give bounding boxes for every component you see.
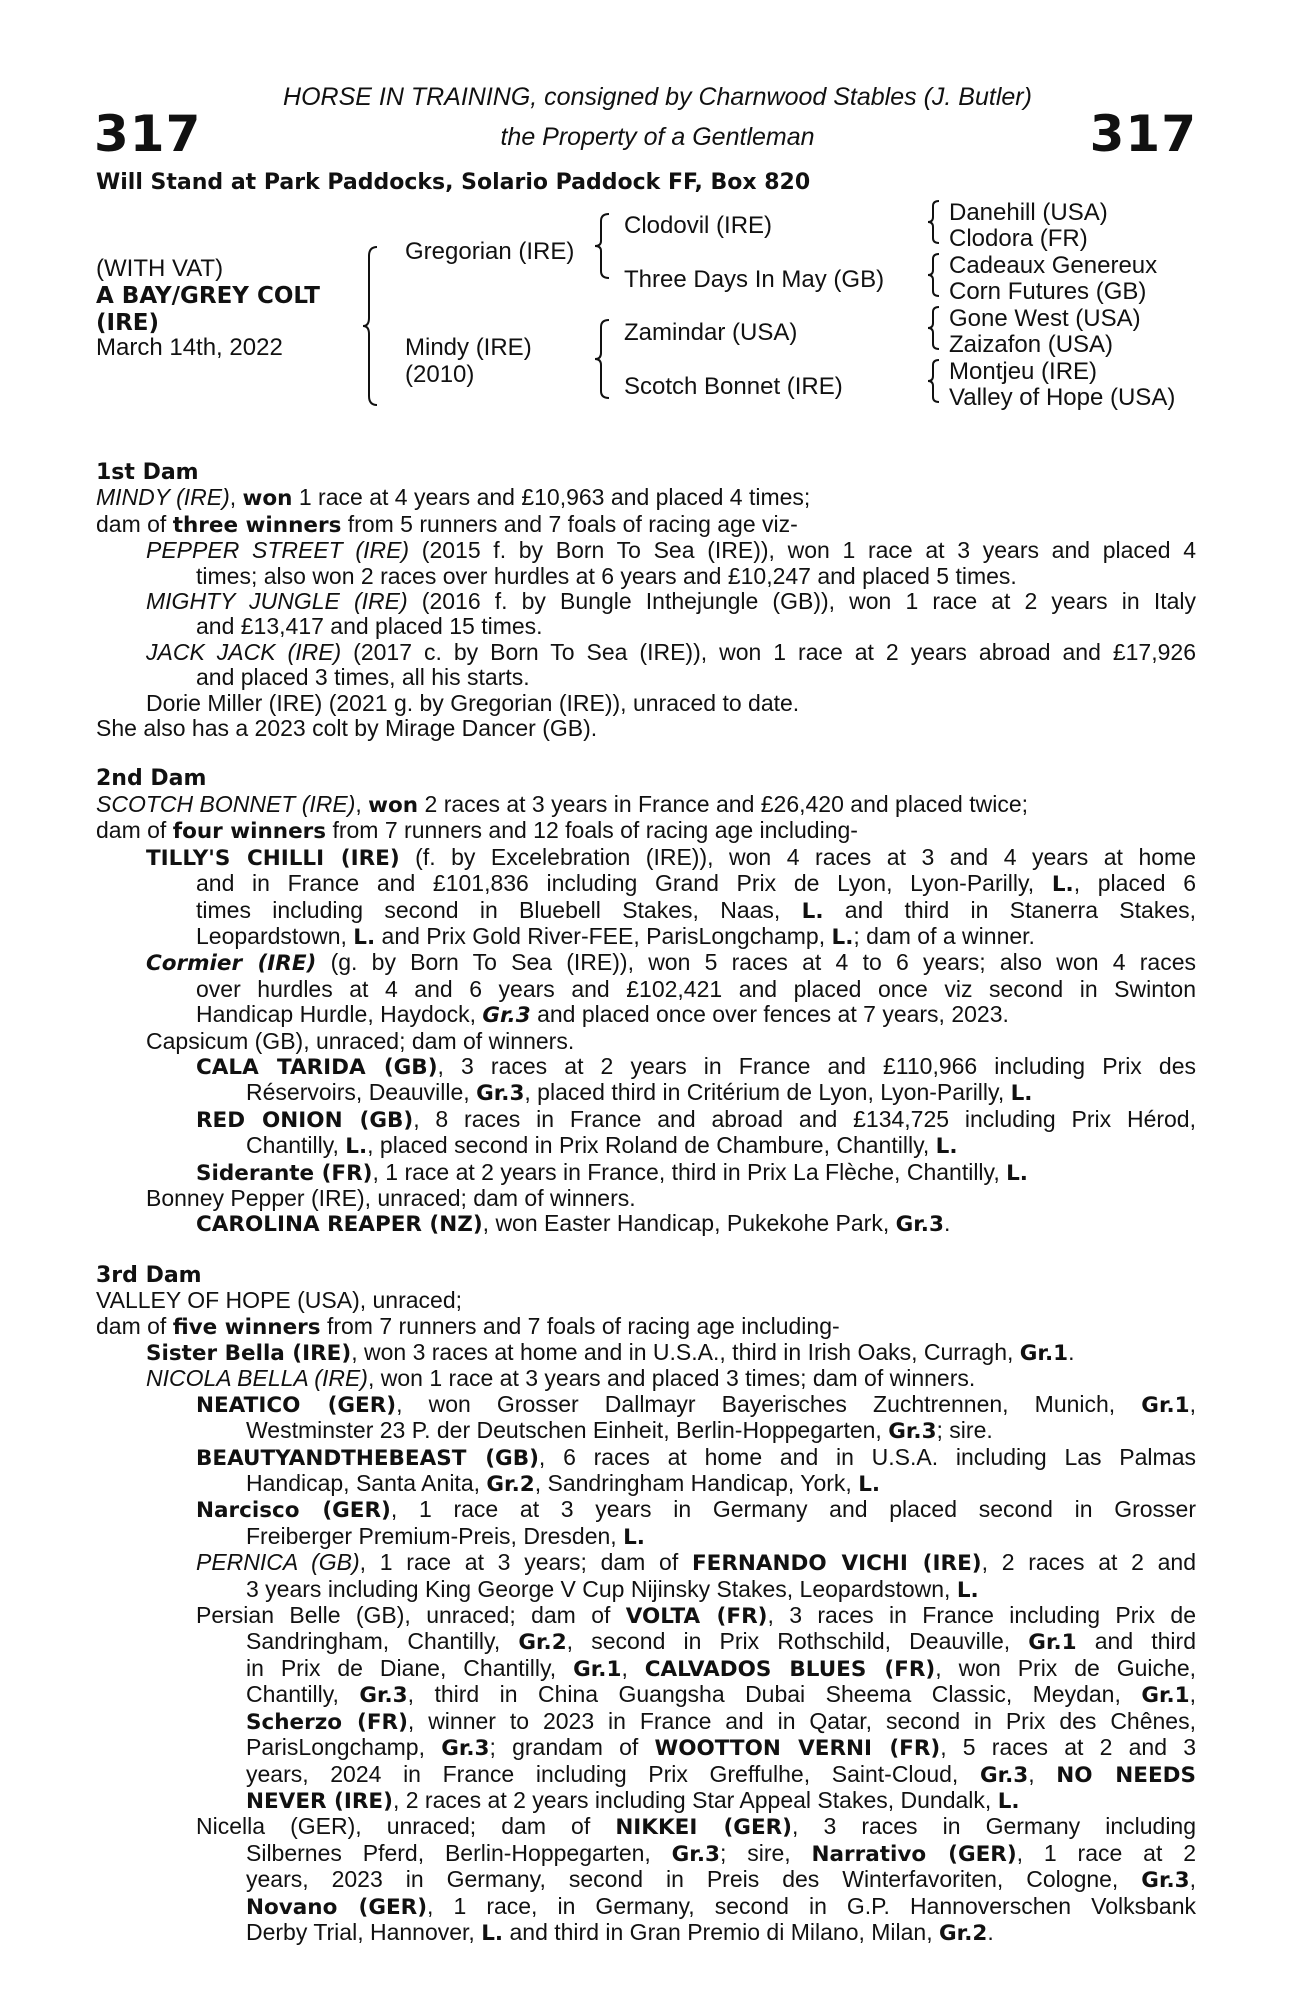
winner-text: Gr.1	[1028, 1630, 1077, 1656]
record-text: Silbernes Pferd, Berlin-Hoppegarten,	[246, 1839, 672, 1866]
record-line	[96, 845, 1196, 871]
record-line	[96, 1550, 1196, 1576]
record-text: SCOTCH BONNET (IRE)	[96, 790, 356, 817]
record-line	[96, 691, 1196, 716]
dam-section	[96, 766, 1196, 1237]
winner-text: CAROLINA REAPER (NZ)	[196, 1212, 483, 1238]
record-line	[96, 871, 1196, 897]
record-line	[96, 1186, 1196, 1211]
record-line	[96, 1497, 1196, 1523]
record-line	[96, 1418, 1196, 1444]
record-text: ,	[229, 484, 243, 511]
record-text: Handicap, Santa Anita,	[246, 1470, 487, 1497]
record-text: (2017 c. by Born To Sea (IRE)), won 1 race at 2 years abroad and £17,926	[341, 638, 1196, 665]
winner-text: Novano (GER)	[246, 1894, 428, 1920]
record-text: 2 races at 3 years in France and £26,420 and placed twice;	[418, 790, 1028, 817]
record-line	[96, 1894, 1196, 1920]
record-line	[96, 1920, 1196, 1946]
record-text: and in France and £101,836 including Grand Prix de Lyon, Lyon-Parilly,	[196, 870, 1052, 897]
record-line	[96, 1709, 1196, 1735]
record-text: and placed once over fences at 7 years, 2023.	[530, 1001, 1009, 1028]
winner-text: NO NEEDS	[1056, 1762, 1196, 1788]
winner-text: Gr.3	[671, 1841, 720, 1867]
record-text: ,	[621, 1654, 645, 1681]
record-line	[96, 1656, 1196, 1682]
pedigree-bracket-sire	[597, 213, 617, 279]
record-line	[96, 1107, 1196, 1133]
great-grandparent: Cadeaux Genereux	[949, 252, 1158, 279]
record-line	[96, 977, 1196, 1002]
record-text: , 1 race at 3 years; dam of	[359, 1549, 692, 1576]
record-text: Réservoirs, Deauville,	[246, 1079, 477, 1106]
record-text: and third in Stanerra Stakes,	[823, 896, 1196, 923]
winner-text: Gr.3	[441, 1736, 490, 1762]
lot-number-left: 317	[94, 105, 202, 163]
winner-text: three winners	[172, 512, 342, 538]
winner-text: L.	[997, 1788, 1020, 1814]
sire-sire: Clodovil (IRE)	[624, 212, 773, 239]
record-text: Capsicum (GB), unraced; dam of winners.	[146, 1027, 575, 1054]
record-line	[96, 1392, 1196, 1418]
record-text: times including second in Bluebell Stakes, Naas,	[196, 896, 802, 923]
record-text: , won Grosser Dallmayr Bayerisches Zuchtrennen, Munich,	[396, 1390, 1142, 1417]
record-text: years, 2023 in Germany, second in Preis des Winterfavoriten, Cologne,	[246, 1866, 1142, 1893]
record-text: 1 race at 4 years and £10,963 and placed 4 times;	[292, 484, 811, 511]
record-text: dam of	[96, 1312, 173, 1339]
property-line: the Property of a Gentleman	[500, 123, 815, 151]
record-text: She also has a 2023 colt by Mirage Dancer (GB).	[96, 715, 598, 742]
record-text: dam of	[96, 510, 173, 537]
winner-text: CALA TARIDA (GB)	[196, 1054, 438, 1080]
pedigree-bracket-g2	[929, 253, 945, 297]
winner-text: L.	[481, 1920, 504, 1946]
great-grandparent: Corn Futures (GB)	[949, 278, 1147, 305]
record-text: , 3 races in France including Prix de	[767, 1602, 1196, 1629]
record-text: ,	[1028, 1760, 1057, 1787]
dam-section	[96, 1263, 1196, 1947]
great-grandparent: Clodora (FR)	[949, 225, 1088, 252]
record-text: (g. by Born To Sea (IRE)), won 5 races at 4 to 6 years; also won 4 races	[316, 949, 1196, 976]
record-text: , won 1 race at 3 years and placed 3 times; dam of winners.	[367, 1365, 976, 1392]
record-text: in Prix de Diane, Chantilly,	[246, 1654, 574, 1681]
record-text: , 3 races at 2 years in France and £110,966 including Prix des	[437, 1052, 1196, 1079]
record-line	[96, 1841, 1196, 1867]
record-line	[96, 792, 1196, 818]
dam-name: Mindy (IRE)	[405, 334, 532, 361]
record-line	[96, 1735, 1196, 1761]
winner-text: VOLTA (FR)	[625, 1604, 768, 1630]
record-line	[96, 538, 1196, 563]
record-text: from 7 runners and 7 foals of racing age including-	[320, 1312, 840, 1339]
dam-year: (2010)	[405, 361, 475, 388]
record-line	[96, 614, 1196, 639]
record-text: Bonney Pepper (IRE), unraced; dam of winners.	[146, 1184, 636, 1211]
winner-text: L.	[831, 924, 854, 950]
winner-text: NEVER (IRE)	[246, 1788, 393, 1814]
record-line	[96, 716, 1196, 741]
winner-text: won	[368, 792, 419, 818]
winner-text: Gr.1	[573, 1656, 622, 1682]
winner-text: WOOTTON VERNI (FR)	[654, 1736, 941, 1762]
record-line	[96, 1002, 1196, 1028]
vat-note: (WITH VAT)	[96, 255, 224, 282]
winner-text: FERNANDO VICHI (IRE)	[691, 1551, 982, 1577]
winner-text: L.	[1051, 872, 1074, 898]
record-text: , second in Prix Rothschild, Deauville,	[566, 1628, 1029, 1655]
record-text: .	[987, 1918, 994, 1945]
record-text: , winner to 2023 in France and in Qatar, second in Prix des Chênes,	[407, 1707, 1196, 1734]
winner-text: four winners	[172, 819, 327, 845]
record-line	[96, 1080, 1196, 1106]
record-text: , Sandringham Handicap, York,	[534, 1470, 859, 1497]
record-line	[96, 1682, 1196, 1708]
horse-description: A BAY/GREY COLT	[96, 283, 320, 309]
record-text: dam of	[96, 817, 173, 844]
great-grandparent: Gone West (USA)	[949, 305, 1141, 332]
record-text: Westminster 23 P. der Deutschen Einheit, Berlin-Hoppegarten,	[246, 1417, 889, 1444]
record-text: NICOLA BELLA (IRE)	[146, 1365, 368, 1392]
record-line	[96, 950, 1196, 976]
winner-text: NEATICO (GER)	[196, 1392, 397, 1418]
record-text: and third	[1076, 1628, 1196, 1655]
record-text: , placed 6	[1073, 870, 1196, 897]
record-text: ; dam of a winner.	[853, 922, 1035, 949]
record-text: MINDY (IRE)	[96, 484, 230, 511]
record-text: , 1 race, in Germany, second in G.P. Hannoverschen Volksbank	[427, 1892, 1196, 1919]
winner-text: CALVADOS BLUES (FR)	[644, 1656, 936, 1682]
record-text: and Prix Gold River-FEE, ParisLongchamp,	[375, 922, 832, 949]
great-grandparent: Montjeu (IRE)	[949, 358, 1098, 385]
record-text: ; sire,	[719, 1839, 812, 1866]
record-line	[96, 1762, 1196, 1788]
winner-text: Gr.3	[895, 1212, 944, 1238]
record-text: 3 years including King George V Cup Nijinsky Stakes, Leopardstown,	[246, 1575, 957, 1602]
record-text: , 1 race at 3 years in Germany and placed second in Grosser	[390, 1496, 1196, 1523]
record-text: Chantilly,	[246, 1132, 346, 1159]
winner-text: Scherzo (FR)	[246, 1709, 408, 1735]
winner-text: L.	[935, 1134, 958, 1160]
winner-text: Narcisco (GER)	[196, 1498, 391, 1524]
record-text: .	[1068, 1339, 1075, 1365]
record-text: ; grandam of	[489, 1734, 655, 1761]
record-text: Derby Trial, Hannover,	[246, 1918, 482, 1945]
record-text: ,	[1189, 1681, 1197, 1708]
record-text: (f. by Excelebration (IRE)), won 4 races at 3 and 4 years at home	[399, 843, 1196, 870]
winner-text: Cormier (IRE)	[146, 951, 317, 977]
winner-text: five winners	[172, 1314, 321, 1340]
record-line	[96, 1788, 1196, 1814]
record-text: , placed third in Critérium de Lyon, Lyon-Parilly,	[524, 1079, 1011, 1106]
record-line	[96, 1867, 1196, 1893]
great-grandparent: Danehill (USA)	[949, 199, 1108, 226]
record-text: years, 2024 in France including Prix Greffulhe, Saint-Cloud,	[246, 1760, 980, 1787]
foaling-date: March 14th, 2022	[96, 334, 283, 361]
record-line	[96, 640, 1196, 665]
record-line	[96, 1577, 1196, 1603]
record-line	[96, 1629, 1196, 1655]
record-text: PEPPER STREET (IRE)	[146, 537, 410, 564]
winner-text: Gr.2	[518, 1630, 567, 1656]
record-text: Handicap Hurdle, Haydock,	[196, 1001, 483, 1028]
winner-text: Gr.3	[359, 1683, 408, 1709]
record-text: from 5 runners and 7 foals of racing age viz-	[341, 510, 798, 537]
record-text: ParisLongchamp,	[246, 1734, 442, 1761]
record-text: Dorie Miller (IRE) (2021 g. by Gregorian (IRE)), unraced to date.	[146, 689, 800, 716]
winner-text: NIKKEI (GER)	[615, 1815, 793, 1841]
dam-section	[96, 460, 1196, 741]
record-text: Persian Belle (GB), unraced; dam of	[196, 1602, 626, 1629]
record-text: , 6 races at home and in U.S.A. including Las Palmas	[538, 1443, 1196, 1470]
record-text: Nicella (GER), unraced; dam of	[196, 1813, 616, 1840]
record-text: ; sire.	[936, 1417, 993, 1444]
record-text: and placed 3 times, all his starts.	[196, 664, 530, 691]
record-text: PERNICA (GB)	[196, 1549, 360, 1576]
dam-sire: Zamindar (USA)	[624, 319, 798, 346]
record-line	[96, 589, 1196, 614]
winner-text: RED ONION (GB)	[196, 1107, 414, 1133]
record-text: , won Easter Handicap, Pukekohe Park,	[482, 1210, 896, 1237]
record-text: .	[943, 1210, 951, 1237]
record-line	[96, 665, 1196, 690]
section-heading: 1st Dam	[96, 460, 199, 485]
record-text: , placed second in Prix Roland de Chambure, Chantilly,	[367, 1132, 936, 1159]
record-text: Leopardstown,	[196, 922, 354, 949]
winner-text: Gr.1	[1019, 1341, 1069, 1366]
record-text: , third in China Guangsha Dubai Sheema Classic, Meydan,	[407, 1681, 1142, 1708]
pedigree-bracket-dam	[597, 319, 617, 399]
record-line	[96, 1314, 1196, 1340]
record-line	[96, 1340, 1196, 1366]
winner-text: L.	[623, 1524, 645, 1550]
record-line	[96, 898, 1196, 924]
record-text: , 8 races in France and abroad and £134,725 including Prix Hérod,	[413, 1105, 1196, 1132]
record-text: MIGHTY JUNGLE (IRE)	[146, 588, 408, 615]
record-line	[96, 1029, 1196, 1054]
record-line	[96, 1603, 1196, 1629]
record-text: , 1 race at 2 years in France, third in Prix La Flèche, Chantilly,	[372, 1158, 1007, 1185]
winner-text: L.	[345, 1134, 368, 1160]
section-heading: 3rd Dam	[96, 1262, 202, 1288]
winner-text: won	[242, 486, 293, 512]
winner-text: Gr.2	[939, 1920, 988, 1946]
record-text: (2016 f. by Bungle Inthejungle (GB)), won 1 race at 2 years in Italy	[407, 588, 1196, 615]
winner-text: Gr.2	[486, 1472, 535, 1498]
record-text: times; also won 2 races over hurdles at 6 years and £10,247 and placed 5 times.	[196, 562, 1017, 589]
lot-number-right: 317	[1089, 105, 1197, 163]
record-text: , 1 race at 2	[1016, 1839, 1196, 1866]
winner-text: Gr.3	[888, 1419, 937, 1445]
record-text: , won 3 races at home and in U.S.A., third in Irish Oaks, Curragh,	[351, 1339, 1020, 1365]
record-line	[96, 1211, 1196, 1237]
record-text: from 7 runners and 12 foals of racing age including-	[326, 817, 858, 844]
record-text: ,	[1189, 1866, 1196, 1893]
winner-text: Gr.3	[482, 1003, 531, 1029]
record-text: , 2 races at 2 years including Star Appeal Stakes, Dundalk,	[392, 1786, 998, 1813]
record-text: and £13,417 and placed 15 times.	[196, 613, 543, 640]
record-text: , won Prix de Guiche,	[935, 1654, 1197, 1681]
record-text: over hurdles at 4 and 6 years and £102,421 and placed once viz second in Swinton	[196, 975, 1196, 1002]
record-line	[96, 1160, 1196, 1186]
winner-text: Gr.3	[1141, 1868, 1190, 1894]
record-text: VALLEY OF HOPE (USA), unraced;	[96, 1287, 463, 1314]
record-line	[96, 485, 1196, 511]
stand-location: Will Stand at Park Paddocks, Solario Paddock FF, Box 820	[96, 170, 811, 195]
winner-text: Sister Bella (IRE)	[146, 1341, 352, 1366]
record-text: Chantilly,	[246, 1681, 360, 1708]
winner-text: L.	[858, 1472, 881, 1498]
record-text: , 5 races at 2 and 3	[940, 1734, 1196, 1761]
consignment-line: HORSE IN TRAINING, consigned by Charnwood Stables (J. Butler)	[283, 83, 1032, 111]
record-line	[96, 1366, 1196, 1391]
pedigree-bracket-main	[365, 246, 385, 406]
record-line	[96, 1814, 1196, 1840]
horse-origin: (IRE)	[96, 310, 160, 336]
record-line	[96, 818, 1196, 844]
record-line	[96, 1288, 1196, 1313]
great-grandparent: Valley of Hope (USA)	[949, 384, 1176, 411]
record-line	[96, 1471, 1196, 1497]
record-line	[96, 924, 1196, 950]
record-line	[96, 1524, 1196, 1550]
winner-text: Gr.1	[1141, 1683, 1190, 1709]
winner-text: Narrativo (GER)	[811, 1841, 1017, 1867]
pedigree-bracket-g1	[929, 200, 945, 244]
record-line	[96, 1445, 1196, 1471]
pedigree-bracket-g3	[929, 306, 945, 350]
sire-dam: Three Days In May (GB)	[624, 266, 885, 293]
record-text: , 3 races in Germany including	[792, 1813, 1197, 1840]
record-line	[96, 512, 1196, 538]
pedigree-bracket-g4	[929, 359, 945, 403]
record-text: , 2 races at 2 and	[981, 1549, 1197, 1576]
record-text: Sandringham, Chantilly,	[246, 1628, 519, 1655]
record-text: ,	[1189, 1390, 1196, 1417]
winner-text: Gr.3	[476, 1081, 525, 1107]
record-text: JACK JACK (IRE)	[146, 638, 342, 665]
winner-text: Gr.1	[1141, 1392, 1190, 1418]
winner-text: L.	[1006, 1160, 1028, 1186]
sire-name: Gregorian (IRE)	[405, 238, 575, 265]
catalogue-body	[96, 460, 1196, 1946]
dam-dam: Scotch Bonnet (IRE)	[624, 373, 843, 400]
record-text: Freiberger Premium-Preis, Dresden,	[246, 1522, 624, 1549]
great-grandparent: Zaizafon (USA)	[949, 331, 1114, 358]
winner-text: L.	[1010, 1081, 1033, 1107]
record-line	[96, 1054, 1196, 1080]
winner-text: L.	[801, 898, 824, 924]
record-line	[96, 564, 1196, 589]
winner-text: BEAUTYANDTHEBEAST (GB)	[196, 1445, 539, 1471]
record-text: (2015 f. by Born To Sea (IRE)), won 1 race at 3 years and placed 4	[409, 537, 1196, 564]
record-text: ,	[355, 790, 369, 817]
winner-text: L.	[353, 924, 376, 950]
record-line	[96, 1133, 1196, 1159]
winner-text: Gr.3	[979, 1762, 1029, 1788]
record-text: and third in Gran Premio di Milano, Milan,	[503, 1918, 940, 1945]
winner-text: L.	[956, 1577, 979, 1603]
section-heading: 2nd Dam	[96, 766, 207, 792]
winner-text: TILLY'S CHILLI (IRE)	[146, 845, 400, 871]
winner-text: Siderante (FR)	[196, 1160, 373, 1186]
